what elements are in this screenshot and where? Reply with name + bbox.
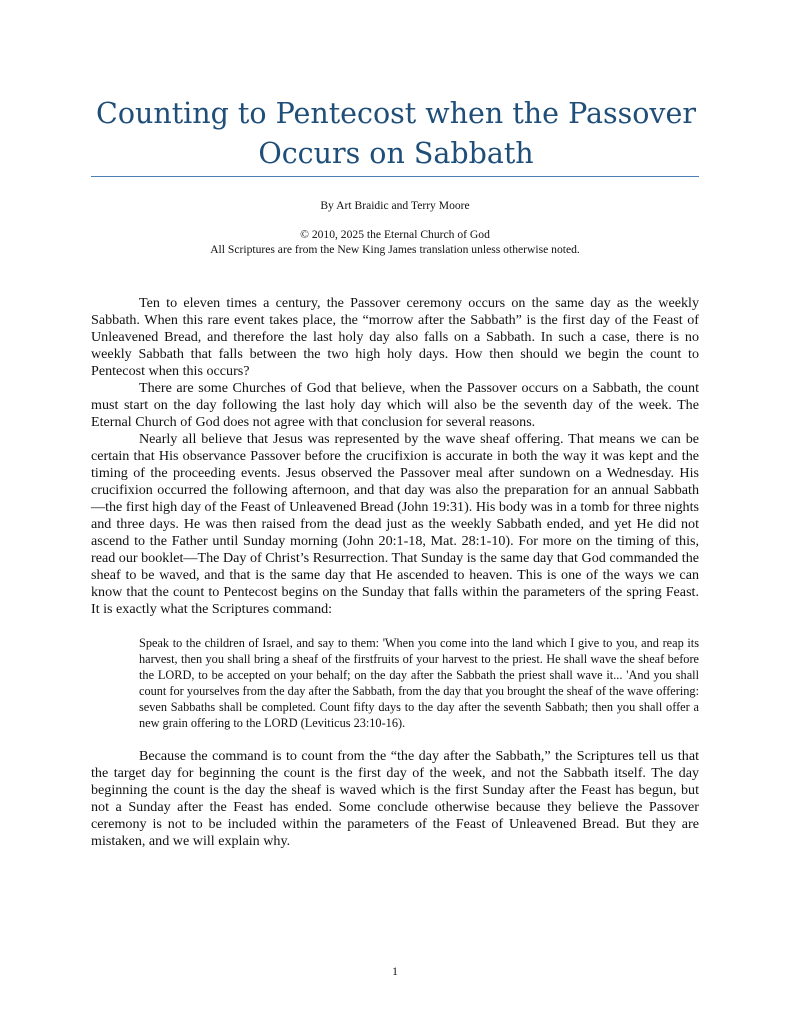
body-paragraph: Nearly all believe that Jesus was represented by the wave sheaf offering. That means we can be certain that His observance Passover before the crucifixion is accurate in both the way it was kept and the timing of the proceeding events. Jesus observed the Passover meal after sundown on a Wednesday. His crucifixion occurred the following afternoon, and that day was also the preparation for an annual Sabbath—the first high day of the Feast of Unleavened Bread (John 19:31). His body was in a tomb for three nights and three days. He was then raised from the dead just as the weekly Sabbath ended, and yet He did not ascend to the Father until Sunday morning (John 20:1-18, Mat. 28:1-10). For more on the timing of this, read our booklet—The Day of Christ’s Resurrection. That Sunday is the same day that God commanded the sheaf to be waved, and that is the same day that He ascended to heaven. This is one of the ways we can know that the count to Pentecost begins on the Sunday that falls within the parameters of the spring Feast. It is exactly what the Scriptures command: xyxy=(91,431,699,617)
body-paragraph: There are some Churches of God that believe, when the Passover occurs on a Sabbath, the count must start on the day following the last holy day which will also be the seventh day of the week. The Eternal Church of God does not agree with that conclusion for several reasons. xyxy=(91,380,699,430)
copyright-block xyxy=(91,227,699,257)
copyright-line: © 2010, 2025 the Eternal Church of God xyxy=(300,228,490,241)
body-paragraph: Ten to eleven times a century, the Passover ceremony occurs on the same day as the weekly Sabbath. When this rare event takes place, the “morrow after the Sabbath” is the first day of the Feast of Unleavened Bread, and therefore the last holy day also falls on a Sabbath. In such a case, there is no weekly Sabbath that falls between the two high holy days. How then should we begin the count to Pentecost when this occurs? xyxy=(91,295,699,379)
page-number: 1 xyxy=(392,965,398,978)
title-divider xyxy=(91,176,699,177)
byline: By Art Braidic and Terry Moore xyxy=(320,199,470,212)
scripture-translation-note: All Scriptures are from the New King James translation unless otherwise noted. xyxy=(210,243,580,256)
document-title: Counting to Pentecost when the Passover Occurs on Sabbath xyxy=(96,97,696,170)
body-paragraph: Because the command is to count from the “the day after the Sabbath,” the Scriptures tell us that the target day for beginning the count is the first day of the week, and not the Sabbath itself. The day beginning the count is the day the sheaf is waved which is the first Sunday after the Feast has begun, but not a Sunday after the Feast has ended. Some conclude otherwise because they believe the Passover ceremony is not to be included within the parameters of the Feast of Unleavened Bread. But they are mistaken, and we will explain why. xyxy=(91,748,699,849)
document-body xyxy=(91,295,699,850)
scripture-quote: Speak to the children of Israel, and say to them: 'When you come into the land which I give to you, and reap its harvest, then you shall bring a sheaf of the firstfruits of your harvest to the priest. He shall wave the sheaf before the LORD, to be accepted on your behalf; on the day after the Sabbath the priest shall wave it... 'And you shall count for yourselves from the day after the Sabbath, from the day that you brought the sheaf of the wave offering: seven Sabbaths shall be completed. Count fifty days to the day after the seventh Sabbath; then you shall offer a new grain offering to the LORD (Leviticus 23:10-16). xyxy=(139,636,699,730)
